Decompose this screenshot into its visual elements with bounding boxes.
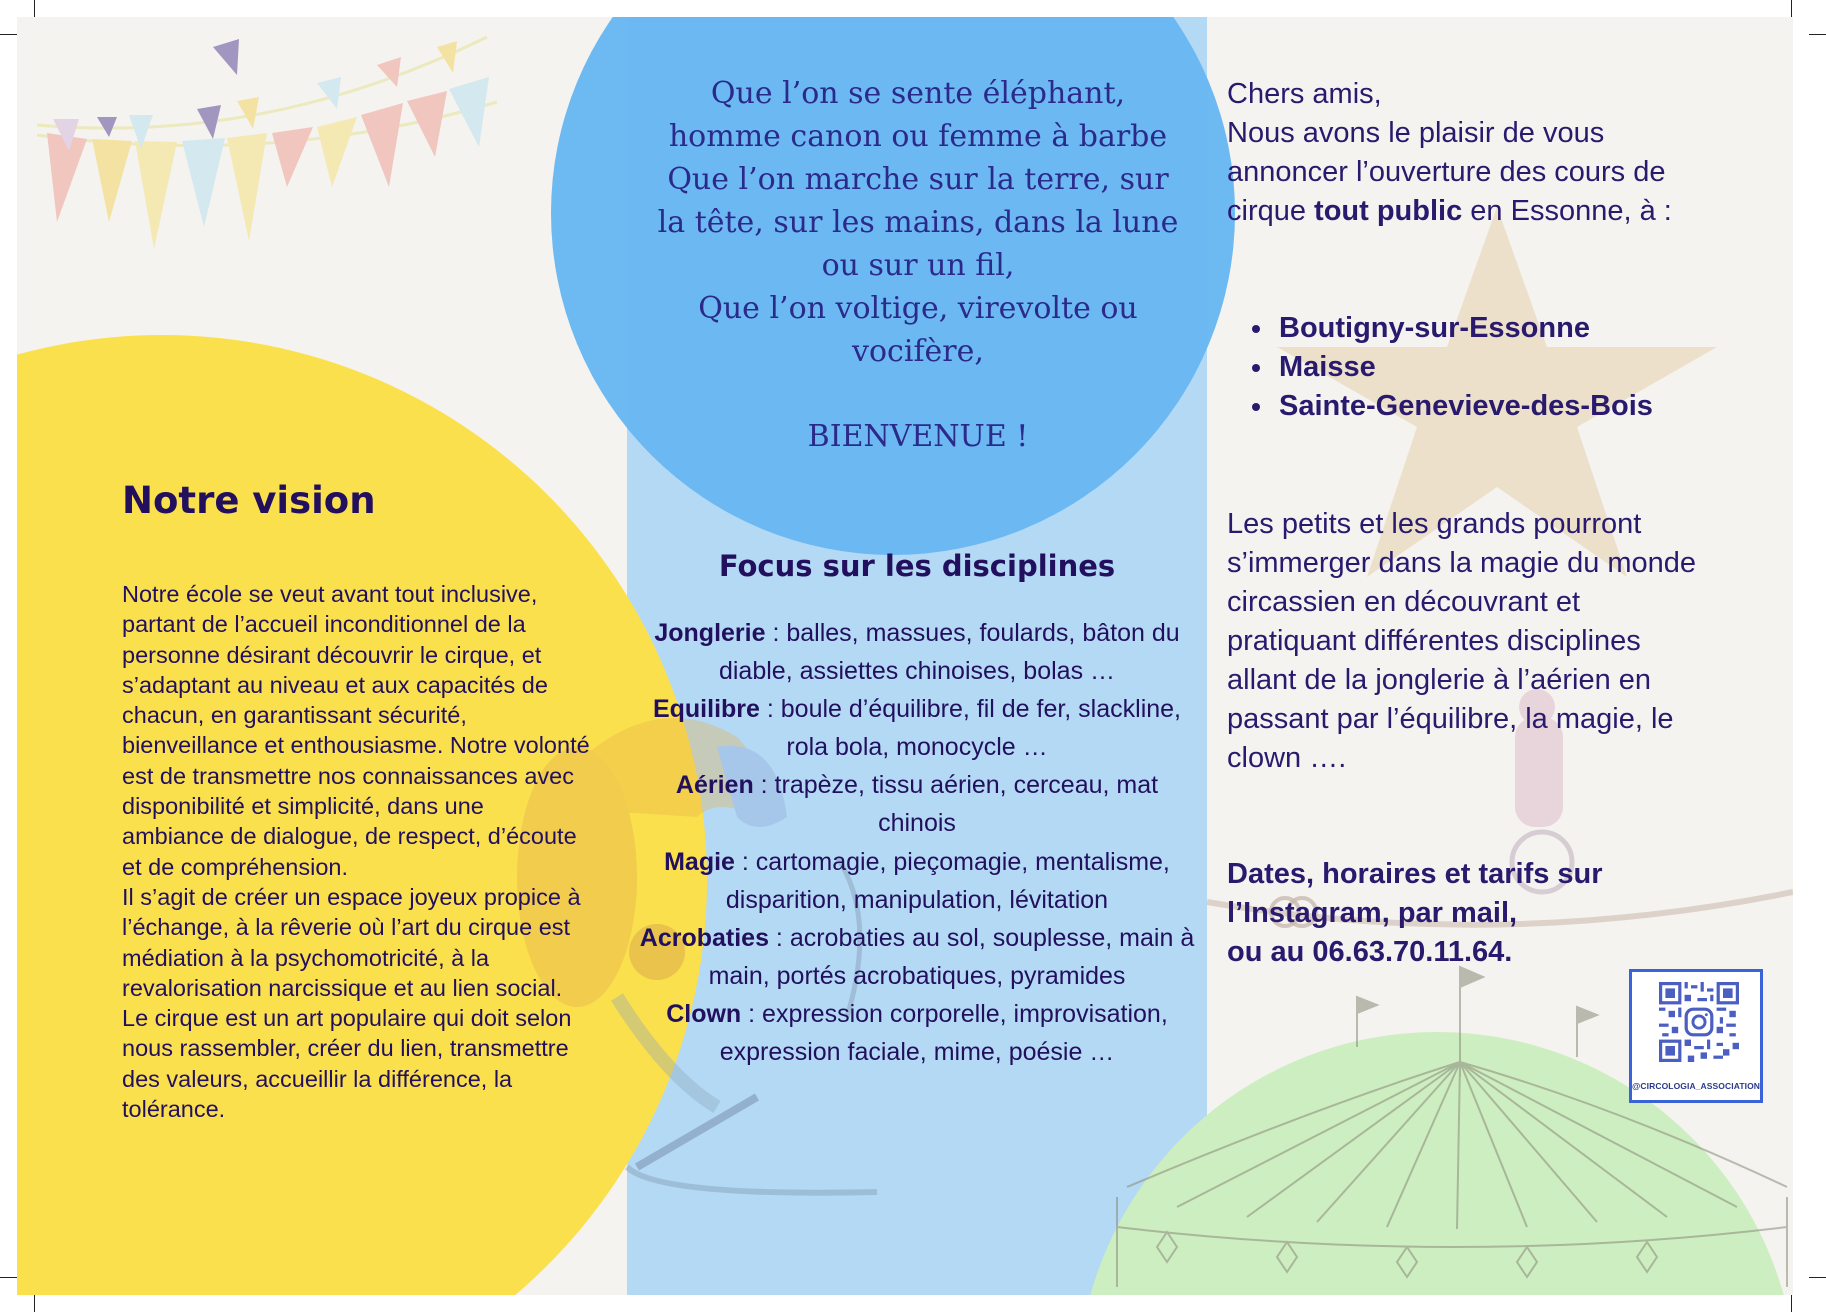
crop-mark xyxy=(1791,1295,1792,1312)
vision-title: Notre vision xyxy=(122,479,376,522)
announcement-intro xyxy=(1227,75,1707,231)
discipline-name: Equilibre xyxy=(652,695,760,724)
vision-paragraph: Notre école se veut avant tout inclusive, partant de l’accueil inconditionnel de la personne désirant découvrir le cirque, et s’adaptant au niveau et aux capacités de chacun, en garantissant sécurité, bienveillance et enthousiasme. Notre volonté est de transmettre nos connaissances avec disponibilité et simplicité, dans une ambiance de dialogue, de respect, d’écoute et de compréhension. xyxy=(122,581,590,880)
instagram-qr-card[interactable] xyxy=(1629,969,1763,1103)
crop-mark xyxy=(0,34,17,35)
contact-info xyxy=(1227,855,1707,972)
discipline-item xyxy=(639,690,1195,766)
intro-bold: tout public xyxy=(1314,195,1463,227)
crop-mark xyxy=(34,0,35,17)
crop-mark xyxy=(1809,34,1826,35)
discipline-desc: : balles, massues, foulards, bâton du diable, assiettes chinoises, bolas … xyxy=(718,619,1180,686)
towns-list xyxy=(1227,309,1745,426)
greeting: Chers amis, xyxy=(1227,78,1382,110)
poem-line: Que l’on marche sur la terre, sur la tête, sur les mains, dans la lune ou sur un fil, xyxy=(657,162,1179,283)
crop-mark xyxy=(1791,0,1792,17)
brochure-page xyxy=(17,17,1793,1295)
intro-text: en Essonne, à : xyxy=(1462,195,1672,227)
crop-mark xyxy=(0,1277,17,1278)
town-item: • Sainte-Genevieve-des-Bois xyxy=(1275,387,1745,426)
discipline-name: Jonglerie xyxy=(654,619,766,647)
discipline-name: Clown xyxy=(666,999,742,1028)
qr-code-icon xyxy=(1659,982,1739,1062)
discipline-desc: : acrobaties au sol, souplesse, main à main, portés acrobatiques, pyramides xyxy=(708,923,1195,990)
contact-line: ou au 06.63.70.11.64. xyxy=(1227,936,1513,968)
discipline-item xyxy=(639,614,1195,690)
crop-mark xyxy=(34,1295,35,1312)
instagram-handle: @CIRCOLOGIA_ASSOCIATION xyxy=(1632,1081,1761,1091)
vision-paragraph: Il s’agit de créer un espace joyeux propice à l’échange, à la rêverie où l’art du cirque est médiation à la psychomotricité, à la revalorisation narcissique et au lien social. Le cirque est un art populaire qui doit selon nous rassembler, créer du lien, transmettre des valeurs, accueillir la différence, la tolérance. xyxy=(122,883,581,1123)
discipline-desc: : cartomagie, pieçomagie, mentalisme, disparition, manipulation, lévitation xyxy=(725,847,1170,914)
disciplines-list xyxy=(639,614,1195,1071)
discipline-desc: : expression corporelle, improvisation, expression faciale, mime, poésie … xyxy=(719,999,1168,1067)
discipline-item xyxy=(639,995,1195,1071)
discipline-item xyxy=(639,843,1195,919)
town-item: • Maisse xyxy=(1275,348,1745,387)
discipline-name: Acrobaties xyxy=(639,923,769,952)
town-item: • Boutigny-sur-Essonne xyxy=(1275,309,1745,348)
discipline-name: Aérien xyxy=(675,771,754,800)
discipline-item xyxy=(639,766,1195,842)
intro-text: Nous avons le plaisir de vous annoncer l’ouverture des cours de cirque xyxy=(1227,117,1666,227)
welcome-heading: BIENVENUE ! xyxy=(807,419,1029,454)
discipline-name: Magie xyxy=(664,847,735,876)
discipline-item xyxy=(639,919,1195,995)
disciplines-title: Focus sur les disciplines xyxy=(718,549,1116,583)
contact-line: l’Instagram, par mail, xyxy=(1227,897,1518,929)
announcement-description: Les petits et les grands pourront s’immerger dans la magie du monde circassien en découvrant et pratiquant différentes disciplines allant de la jonglerie à l’aérien en passant par l’équilibre, la magie, le clown …. xyxy=(1227,508,1697,774)
instagram-icon xyxy=(1686,1009,1712,1035)
poem-line: Que l’on voltige, virevolte ou vocifère, xyxy=(698,291,1138,369)
crop-mark xyxy=(1809,1277,1826,1278)
discipline-desc: : boule d’équilibre, fil de fer, slackline, rola bola, monocycle … xyxy=(759,695,1182,762)
poem-line: Que l’on se sente éléphant, homme canon ou femme à barbe xyxy=(668,76,1168,154)
welcome-poem xyxy=(651,72,1185,458)
contact-line: Dates, horaires et tarifs sur xyxy=(1227,858,1603,890)
discipline-desc: : trapèze, tissu aérien, cerceau, mat chinois xyxy=(753,771,1159,838)
bunting-garland-icon xyxy=(37,37,497,249)
vision-text xyxy=(122,579,592,1124)
